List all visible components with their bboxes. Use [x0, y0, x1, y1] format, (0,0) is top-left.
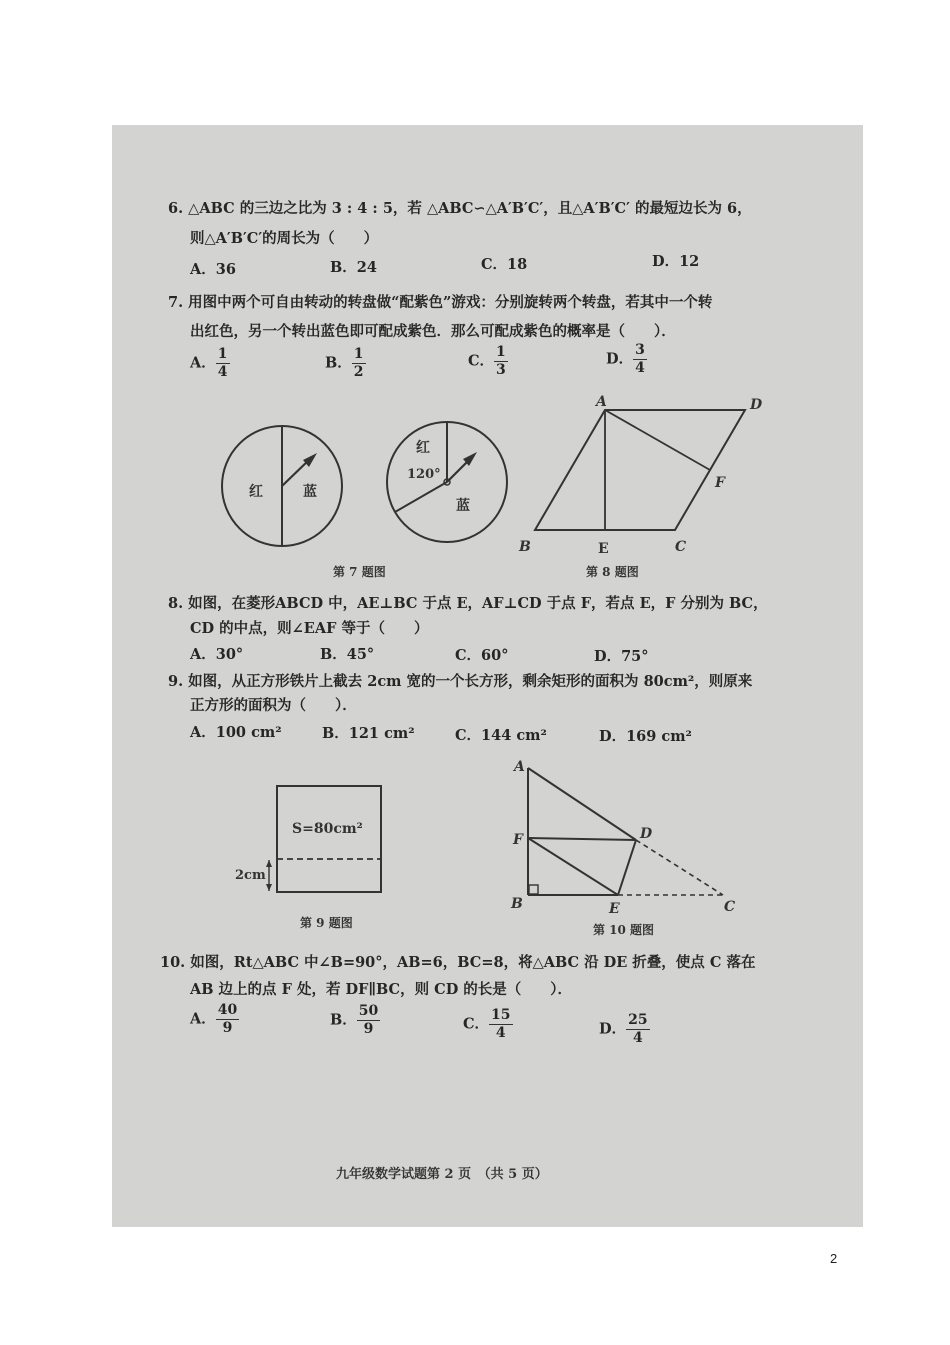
q7-line2: 出红色，另一个转出蓝色即可配成紫色．那么可配成紫色的概率是（ ）． [190, 323, 676, 340]
q9-option-d: D．169 cm² [599, 728, 692, 745]
q6-line2: 则△A′B′C′的周长为（ ） [190, 230, 379, 247]
q10-option-b-numerator: 50 [358, 1003, 379, 1019]
q8-line1: 8. 如图，在菱形ABCD 中，AE⊥BC 于点 E，AF⊥CD 于点 F，若点 E，F 分别为 BC， [168, 595, 768, 612]
figure-9-square [230, 780, 400, 900]
q10-option-a-fraction [216, 1002, 239, 1037]
label-c: C [675, 539, 687, 555]
q6-line1: 6. △ABC 的三边之比为 3 : 4 : 5，若 △ABC∽△A′B′C′，且△A′B′C′ 的最短边长为 6， [168, 200, 752, 217]
q10-option-d-denominator: 4 [632, 1030, 643, 1046]
spinner-right-divider-down [395, 482, 447, 512]
q10-option-d-numerator: 25 [628, 1012, 648, 1028]
q10-option-d [599, 1012, 650, 1047]
q7-line1: 7. 用图中两个可自由转动的转盘做“配紫色”游戏：分别旋转两个转盘，若其中一个转 [168, 294, 713, 311]
q10-option-c-label: C． [463, 1015, 490, 1033]
rhombus-abcd [535, 410, 745, 530]
figure-10-triangle [505, 755, 745, 920]
q7-option-a-label: A． [190, 354, 216, 372]
q7-option-c [468, 344, 508, 379]
q10-option-c-denominator: 4 [495, 1025, 506, 1041]
q10-option-b-fraction [357, 1003, 380, 1038]
q8-option-c: C．60° [455, 647, 509, 664]
spinner-right-angle-label: 120° [407, 467, 441, 482]
q10-line2: AB 边上的点 F 处，若 DF∥BC，则 CD 的长是（ ）． [190, 981, 573, 998]
q6-option-d: D．12 [652, 253, 700, 270]
segment-dc-dashed [636, 840, 723, 895]
q10-line1: 10. 如图，Rt△ABC 中∠B=90°，AB=6，BC=8，将△ABC 沿 DE 折叠，使点 C 落在 [160, 954, 756, 971]
q7-option-b-denominator: 2 [353, 364, 364, 380]
q7-option-d-label: D． [606, 350, 634, 368]
page-number: 2 [830, 1251, 838, 1266]
segment-fe [528, 838, 618, 895]
q7-option-a-fraction [216, 346, 230, 381]
q7-option-c-fraction [494, 344, 508, 379]
q6-option-b: B．24 [330, 259, 377, 276]
q10-option-d-label: D． [599, 1020, 627, 1038]
figure-8-caption: 第 8 题图 [586, 565, 639, 579]
q10-option-b-label: B． [330, 1011, 357, 1029]
label-b: B [519, 539, 531, 555]
q8-option-d: D．75° [594, 648, 649, 665]
q7-option-c-denominator: 3 [496, 362, 506, 378]
segment-ad [528, 768, 636, 840]
spinner-left-red-label: 红 [249, 484, 263, 500]
figure-7-spinners [215, 410, 515, 560]
figure-7-caption: 第 7 题图 [333, 565, 386, 579]
label-e: E [598, 541, 609, 557]
q7-option-b-numerator: 1 [353, 346, 364, 362]
q7-option-d-denominator: 4 [635, 360, 645, 376]
q6-option-a: A．36 [190, 261, 236, 278]
segment-af [605, 410, 710, 470]
figure-10-caption: 第 10 题图 [593, 923, 655, 937]
segment-de [618, 840, 636, 895]
page-footer: 九年级数学试题第 2 页 （共 5 页） [336, 1167, 548, 1182]
q7-option-a-denominator: 4 [217, 364, 228, 380]
q7-option-b [325, 346, 366, 381]
square-outline [277, 786, 381, 892]
q8-line2: CD 的中点，则∠EAF 等于（ ） [190, 620, 429, 637]
q10-option-b [330, 1003, 380, 1038]
q8-option-b: B．45° [320, 646, 375, 663]
label-b: B [511, 896, 523, 912]
q8-option-a: A．30° [190, 646, 244, 663]
q9-option-b: B．121 cm² [322, 725, 415, 742]
q10-option-c-fraction [489, 1007, 512, 1042]
q10-option-a-denominator: 9 [222, 1020, 233, 1036]
q10-option-d-fraction [626, 1012, 649, 1047]
q10-option-a-label: A． [190, 1010, 216, 1028]
q10-option-c [463, 1007, 513, 1042]
q6-option-c: C．18 [481, 256, 528, 273]
width-arrow-bottom [266, 884, 272, 891]
q7-option-a-numerator: 1 [217, 346, 228, 362]
width-arrow-top [266, 860, 272, 867]
q9-line1: 9. 如图，从正方形铁片上截去 2cm 宽的一个长方形，剩余矩形的面积为 80cm²，则原来 [168, 673, 753, 690]
label-d: D [750, 397, 763, 413]
spinner-right-red-label: 红 [416, 440, 430, 456]
label-c: C [724, 899, 736, 915]
q7-option-d [606, 342, 647, 377]
right-angle-mark [529, 885, 538, 894]
spinner-left-blue-label: 蓝 [303, 484, 317, 500]
width-label: 2cm [235, 868, 266, 883]
spinner-left [222, 426, 342, 546]
label-a: A [514, 759, 525, 775]
q7-option-c-numerator: 1 [496, 344, 506, 360]
q7-option-c-label: C． [468, 352, 495, 370]
q9-line2: 正方形的面积为（ ）． [190, 697, 357, 714]
spinner-right-blue-label: 蓝 [456, 498, 470, 514]
figure-9-caption: 第 9 题图 [300, 916, 353, 930]
label-a: A [596, 394, 607, 410]
q9-option-a: A．100 cm² [190, 724, 282, 741]
q7-option-a [190, 346, 230, 381]
label-f: F [715, 475, 725, 491]
q10-option-c-numerator: 15 [491, 1007, 511, 1023]
q7-option-d-fraction [633, 342, 647, 377]
label-f: F [513, 832, 523, 848]
label-e: E [609, 901, 620, 917]
q9-option-c: C．144 cm² [455, 727, 547, 744]
q7-option-d-numerator: 3 [635, 342, 645, 358]
segment-fd [528, 838, 636, 840]
q10-option-b-denominator: 9 [363, 1021, 374, 1037]
label-d: D [640, 826, 653, 842]
q7-option-b-label: B． [325, 354, 352, 372]
area-label: S=80cm² [292, 821, 363, 837]
q10-option-a-numerator: 40 [217, 1002, 238, 1018]
figure-8-rhombus [510, 390, 780, 560]
q7-option-b-fraction [352, 346, 366, 381]
spinner-right [387, 422, 507, 542]
q10-option-a [190, 1002, 239, 1037]
